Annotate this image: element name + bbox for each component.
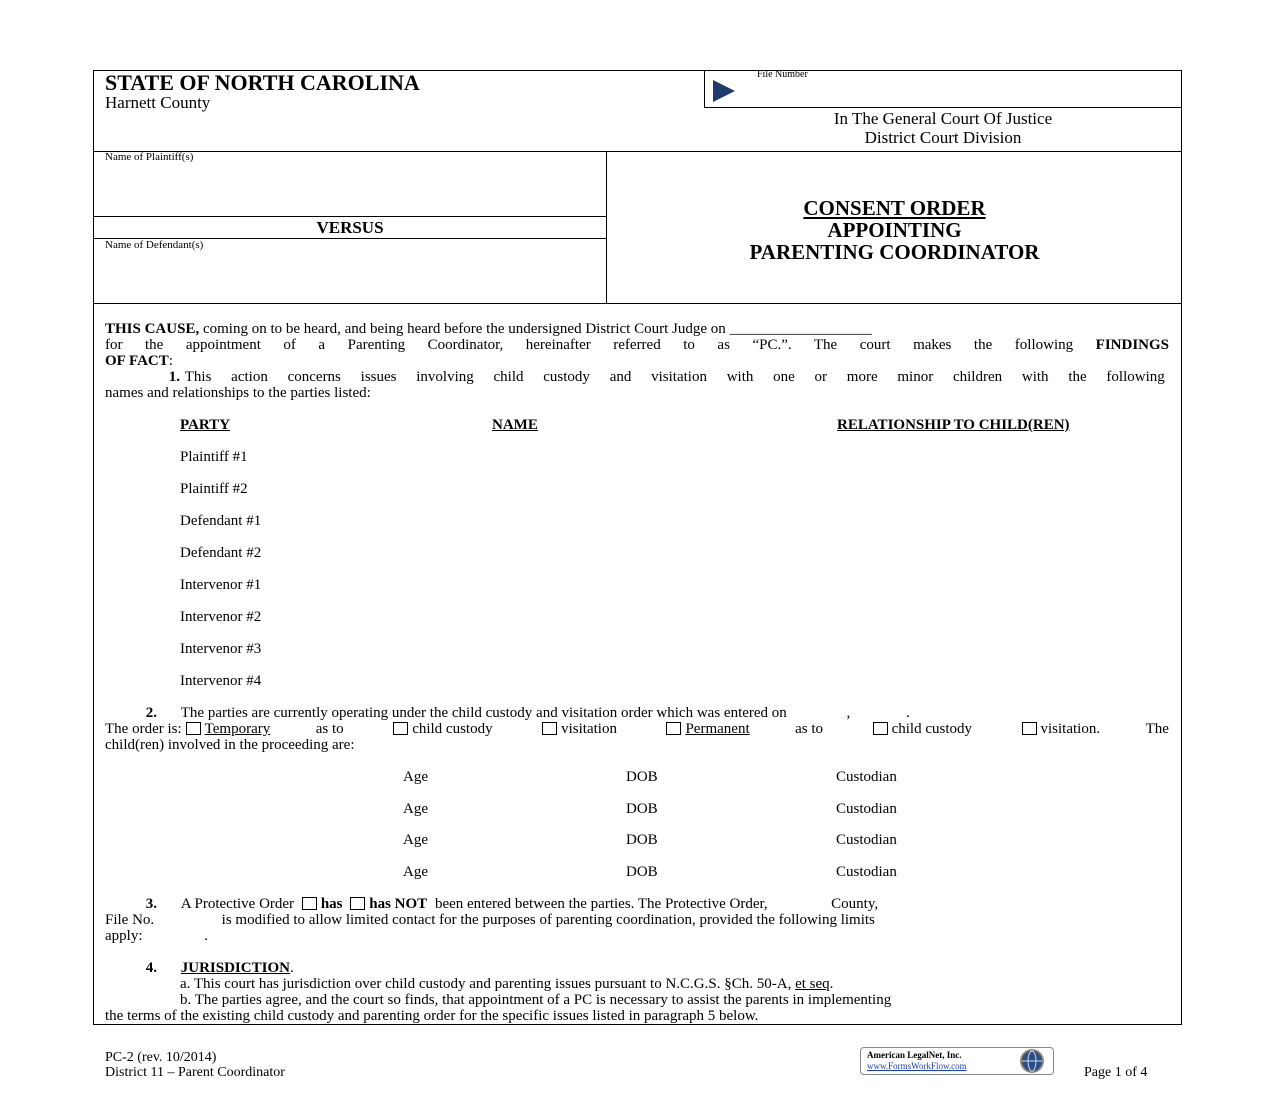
court-line-2: District Court Division <box>864 128 1022 147</box>
party-row <box>180 449 248 466</box>
party-name-field[interactable] <box>492 545 812 563</box>
child-name-field[interactable] <box>180 864 380 882</box>
party-relationship-field[interactable] <box>837 641 1163 659</box>
form-title-line-2: APPOINTING <box>827 218 962 242</box>
party-name-field[interactable] <box>492 577 812 595</box>
party-name-field[interactable] <box>492 673 812 691</box>
form-id: PC-2 (rev. 10/2014) <box>105 1050 217 1065</box>
p1-line-2: names and relationships to the parties listed: <box>105 385 371 401</box>
versus-label: VERSUS <box>316 218 384 237</box>
perm-visitation-checkbox[interactable] <box>1022 722 1037 735</box>
child-age-label: Age <box>403 863 428 880</box>
party-name-field[interactable] <box>492 481 812 499</box>
defendant-name-field[interactable] <box>105 256 595 300</box>
perm-custody-checkbox[interactable] <box>873 722 888 735</box>
p1-line-1: 1. This action concerns issues involving child custody and visitation with one or more minor children with the following <box>168 369 1165 385</box>
child-custodian-label: Custodian <box>836 769 897 785</box>
state-title: STATE OF NORTH CAROLINA <box>105 70 420 95</box>
po-has-checkbox[interactable] <box>302 897 317 910</box>
party-name-field[interactable] <box>492 513 812 531</box>
child-name-field[interactable] <box>180 769 380 787</box>
child-age-label: Age <box>403 800 428 817</box>
party-label: Plaintiff #1 <box>180 449 248 465</box>
child-dob-label: DOB <box>626 832 658 848</box>
party-label: Intervenor #3 <box>180 641 262 657</box>
po-has-not-checkbox[interactable] <box>350 897 365 910</box>
party-row <box>180 641 261 658</box>
county: Harnett County <box>105 93 211 112</box>
party-relationship-field[interactable] <box>837 545 1163 563</box>
p4-heading: 4. JURISDICTION. <box>145 960 294 976</box>
child-name-field[interactable] <box>180 832 380 850</box>
p3-line-2: File No. is modified to allow limited contact for the purposes of parenting coordination, provided the following limits <box>105 912 875 928</box>
party-label: Intervenor #2 <box>180 609 262 625</box>
party-relationship-field[interactable] <box>837 513 1163 531</box>
intro-line-3: OF FACT: <box>105 353 173 369</box>
party-relationship-field[interactable] <box>837 609 1163 627</box>
party-relationship-field[interactable] <box>837 449 1163 467</box>
defendant-label: Name of Defendant(s) <box>105 239 204 251</box>
p4-a: a. This court has jurisdiction over child custody and parenting issues pursuant to N.C.G.S. §Ch. 50-A, et seq. <box>180 976 834 992</box>
temp-custody-checkbox[interactable] <box>393 722 408 735</box>
col-relationship: RELATIONSHIP TO CHILD(REN) <box>837 417 1070 433</box>
plaintiff-name-field[interactable] <box>105 168 595 212</box>
child-custodian-label: Custodian <box>836 863 897 880</box>
party-relationship-field[interactable] <box>837 577 1163 595</box>
page-number: Page 1 of 4 <box>1084 1065 1148 1080</box>
p3-line-1: 3. A Protective Order has has NOT been entered between the parties. The Protective Order, County, <box>145 896 879 912</box>
arrow-icon <box>713 80 737 107</box>
party-name-field[interactable] <box>492 641 812 659</box>
file-number-label: File Number <box>757 69 808 80</box>
party-row <box>180 513 261 530</box>
party-row <box>180 609 261 626</box>
party-row <box>180 545 261 562</box>
p2-line-3: child(ren) involved in the proceeding are: <box>105 737 355 753</box>
temporary-checkbox[interactable] <box>186 722 201 735</box>
col-party: PARTY <box>180 417 231 433</box>
temp-visitation-checkbox[interactable] <box>542 722 557 735</box>
american-legalnet-logo[interactable] <box>860 1047 1054 1075</box>
p3-line-3: apply: . <box>105 928 208 944</box>
child-name-field[interactable] <box>180 801 380 819</box>
file-number-field[interactable] <box>740 82 1170 104</box>
logo-url[interactable]: www.FormsWorkFlow.com <box>867 1061 967 1071</box>
party-label: Intervenor #1 <box>180 577 262 593</box>
party-relationship-field[interactable] <box>837 481 1163 499</box>
child-dob-label: DOB <box>626 863 658 880</box>
party-name-field[interactable] <box>492 609 812 627</box>
p2-line-1: 2. The parties are currently operating under the child custody and visitation order which was entered on , . <box>145 705 910 721</box>
child-age-label: Age <box>403 769 428 785</box>
party-label: Intervenor #4 <box>180 673 262 689</box>
globe-icon <box>1019 1049 1045 1078</box>
p4-b-line-2: the terms of the existing child custody and parenting order for the specific issues listed in paragraph 5 below. <box>105 1008 759 1024</box>
party-label: Plaintiff #2 <box>180 481 248 497</box>
p4-b-line-1: b. The parties agree, and the court so finds, that appointment of a PC is necessary to assist the parents in implementing <box>180 992 892 1008</box>
form-title-line-3: PARENTING COORDINATOR <box>749 240 1040 264</box>
p2-line-2: The order is: Temporary as to child custody visitation Permanent as to child custody visitation. The <box>105 721 1169 737</box>
party-label: Defendant #1 <box>180 513 262 529</box>
party-row <box>180 577 261 594</box>
party-row <box>180 481 248 498</box>
child-custodian-label: Custodian <box>836 800 897 817</box>
party-name-field[interactable] <box>492 449 812 467</box>
form-title-line-1: CONSENT ORDER <box>803 196 986 220</box>
court-line-1: In The General Court Of Justice <box>833 109 1053 128</box>
col-name: NAME <box>492 417 538 433</box>
child-custodian-label: Custodian <box>836 832 897 848</box>
logo-name: American LegalNet, Inc. <box>867 1050 962 1060</box>
permanent-checkbox[interactable] <box>666 722 681 735</box>
party-relationship-field[interactable] <box>837 673 1163 691</box>
plaintiff-label: Name of Plaintiff(s) <box>105 151 194 163</box>
child-dob-label: DOB <box>626 769 658 785</box>
district-label: District 11 – Parent Coordinator <box>105 1065 285 1080</box>
intro-line-2: for the appointment of a Parenting Coordinator, hereinafter referred to as “PC.”. The court makes the following FINDINGS <box>105 337 1170 353</box>
intro-line-1: THIS CAUSE, coming on to be heard, and being heard before the undersigned District Court Judge on ___________________ <box>105 321 872 337</box>
party-row <box>180 673 261 690</box>
party-label: Defendant #2 <box>180 545 262 561</box>
child-dob-label: DOB <box>626 800 658 817</box>
child-age-label: Age <box>403 832 428 848</box>
